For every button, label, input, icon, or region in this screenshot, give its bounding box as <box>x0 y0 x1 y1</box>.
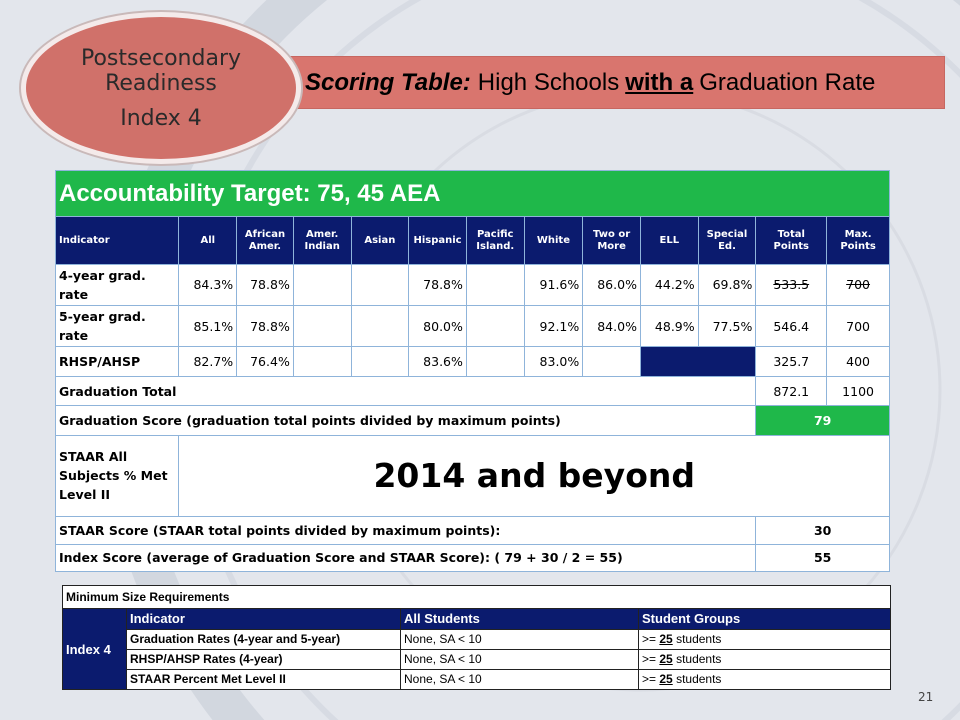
col-header: All <box>179 217 237 264</box>
staar-note: 2014 and beyond <box>179 435 890 516</box>
cell: 86.0% <box>583 264 641 305</box>
banner-lead: Scoring Table: <box>305 68 471 96</box>
cell <box>583 347 641 377</box>
staar-row <box>56 435 890 516</box>
cell: 48.9% <box>640 306 698 347</box>
index-score-row <box>56 544 890 572</box>
row-label: RHSP/AHSP <box>56 347 179 377</box>
staar-score-value: 30 <box>756 517 890 544</box>
page-number: 21 <box>918 690 934 704</box>
col-header: Amer. Indian <box>293 217 351 264</box>
mini-indicator: STAAR Percent Met Level II <box>127 669 401 689</box>
cell: 84.0% <box>583 306 641 347</box>
col-header: Indicator <box>56 217 179 264</box>
target-row <box>56 171 890 217</box>
badge-line-2: Readiness <box>105 70 217 96</box>
total-points-cell: 546.4 <box>756 306 827 347</box>
cell: 92.1% <box>524 306 583 347</box>
mini-all-students: None, SA < 10 <box>401 669 639 689</box>
cell <box>293 264 351 305</box>
cell <box>351 306 409 347</box>
col-header: Special Ed. <box>698 217 756 264</box>
cell <box>351 264 409 305</box>
total-points-cell: 325.7 <box>756 347 827 377</box>
mini-row <box>63 669 891 689</box>
col-header: Two or More <box>583 217 641 264</box>
col-header: Max. Points <box>827 217 890 264</box>
col-header: Asian <box>351 217 409 264</box>
mini-col-header: All Students <box>401 609 639 629</box>
staar-label: STAAR All Subjects % Met Level II <box>56 435 179 516</box>
total-points-cell: 533.5 <box>756 264 827 305</box>
graduation-total-row <box>56 376 890 406</box>
cell: 80.0% <box>409 306 467 347</box>
graduation-total-label: Graduation Total <box>56 376 756 406</box>
mini-student-groups: >= 25 students <box>639 629 891 649</box>
graduation-score-label: Graduation Score (graduation total points divided by maximum points) <box>56 406 756 436</box>
cell <box>293 306 351 347</box>
cell: 82.7% <box>179 347 237 377</box>
graduation-max-points: 1100 <box>827 376 890 406</box>
cell: 69.8% <box>698 264 756 305</box>
index-badge <box>26 17 296 159</box>
max-points-cell: 700 <box>827 306 890 347</box>
mini-title-row <box>63 586 891 609</box>
cell: 91.6% <box>524 264 583 305</box>
col-header: African Amer. <box>237 217 294 264</box>
index-score-value: 55 <box>756 544 890 572</box>
header-row <box>56 217 890 264</box>
row-label: 5-year grad. rate <box>56 306 179 347</box>
cell: 44.2% <box>640 264 698 305</box>
table-row <box>56 306 890 347</box>
index-score-label: Index Score (average of Graduation Score and STAAR Score): ( 79 + 30 / 2 = 55) <box>56 544 756 572</box>
col-header: White <box>524 217 583 264</box>
table-row <box>56 264 890 305</box>
banner-text-1: High Schools <box>477 68 620 96</box>
mini-student-groups: >= 25 students <box>639 669 891 689</box>
badge-line-1: Postsecondary <box>80 45 242 71</box>
mini-indicator: RHSP/AHSP Rates (4-year) <box>127 649 401 669</box>
col-header: Hispanic <box>409 217 467 264</box>
cell: 78.8% <box>237 306 294 347</box>
cell <box>293 347 351 377</box>
mini-col-header: Student Groups <box>639 609 891 629</box>
mini-title: Minimum Size Requirements <box>63 586 891 609</box>
cell: 85.1% <box>179 306 237 347</box>
staar-score-row <box>56 517 890 544</box>
mini-col-header: Indicator <box>127 609 401 629</box>
col-header: ELL <box>640 217 698 264</box>
mini-all-students: None, SA < 10 <box>401 649 639 669</box>
cell <box>466 264 524 305</box>
blank-navy-cell <box>640 347 755 377</box>
cell: 84.3% <box>179 264 237 305</box>
graduation-score-value: 79 <box>756 406 890 436</box>
mini-indicator: Graduation Rates (4-year and 5-year) <box>127 629 401 649</box>
row-label: 4-year grad. rate <box>56 264 179 305</box>
mini-all-students: None, SA < 10 <box>401 629 639 649</box>
cell <box>466 347 524 377</box>
cell: 76.4% <box>237 347 294 377</box>
minimum-size-table <box>62 585 891 690</box>
col-header: Pacific Island. <box>466 217 524 264</box>
mini-student-groups: >= 25 students <box>639 649 891 669</box>
mini-index-label: Index 4 <box>63 609 127 690</box>
scoring-table <box>55 170 890 572</box>
mini-row <box>63 629 891 649</box>
title-banner <box>276 56 945 109</box>
cell: 77.5% <box>698 306 756 347</box>
cell: 78.8% <box>237 264 294 305</box>
cell <box>351 347 409 377</box>
mini-row <box>63 649 891 669</box>
cell <box>466 306 524 347</box>
max-points-cell: 700 <box>827 264 890 305</box>
badge-line-3: Index 4 <box>120 105 202 131</box>
banner-text-2: Graduation Rate <box>699 68 876 96</box>
graduation-score-row <box>56 406 890 436</box>
max-points-cell: 400 <box>827 347 890 377</box>
cell: 83.0% <box>524 347 583 377</box>
cell: 78.8% <box>409 264 467 305</box>
banner-emphasis: with a <box>625 68 694 96</box>
accountability-target: Accountability Target: 75, 45 AEA <box>56 171 890 217</box>
table-row <box>56 347 890 377</box>
staar-score-label: STAAR Score (STAAR total points divided by maximum points): <box>56 517 756 544</box>
cell: 83.6% <box>409 347 467 377</box>
col-header: Total Points <box>756 217 827 264</box>
graduation-total-points: 872.1 <box>756 376 827 406</box>
mini-header-row <box>63 609 891 629</box>
